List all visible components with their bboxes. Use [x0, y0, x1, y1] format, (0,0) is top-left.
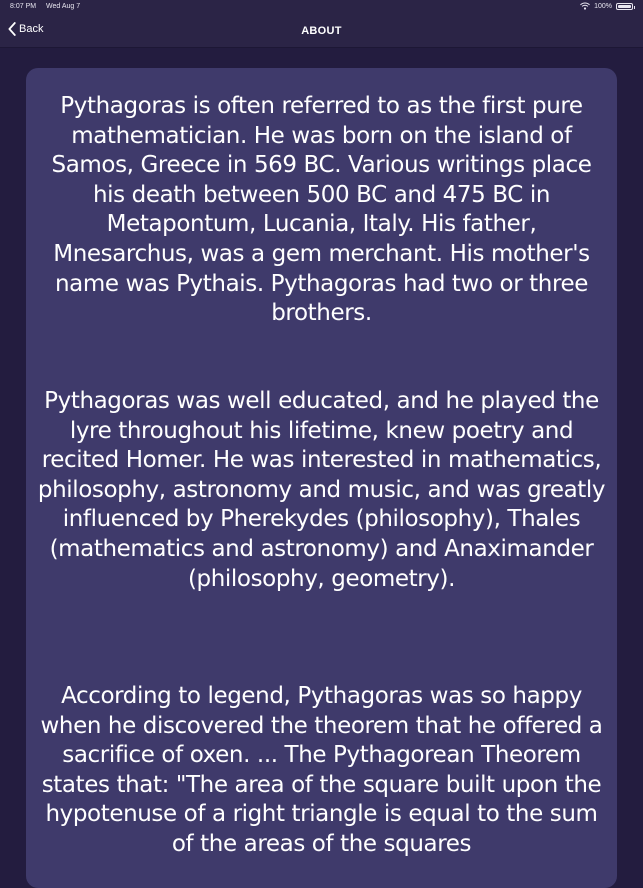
status-bar — [0, 0, 643, 14]
about-paragraph: According to legend, Pythagoras was so happy when he discovered the theorem that he offered a sacrifice of oxen. ... The Pythagorean Theorem states that: "The area of the square built upon the hypotenuse of a right triangle is equal to the sum of the areas of the squares — [40, 683, 603, 857]
status-date: Wed Aug 7 — [46, 3, 81, 10]
battery-icon — [616, 3, 633, 10]
about-paragraph: Pythagoras is often referred to as the first pure mathematician. He was born on the island of Samos, Greece in 569 BC. Various writings place his death between 500 BC and 475 BC in Metapontum, Lucania, Italy. His father, Mnesarchus, was a gem merchant. His mother's name was Pythais. Pythagoras had two or three brothers. — [51, 93, 592, 327]
about-content-card[interactable] — [26, 68, 617, 888]
about-paragraph: Pythagoras was well educated, and he played the lyre throughout his lifetime, knew poetry and recited Homer. He was interested in mathematics, philosophy, astronomy and music, and was greatly influenced by Pherekydes (philosophy), Thales (mathematics and astronomy) and Anaximander (philosophy, geometry). — [37, 388, 606, 592]
wifi-icon — [580, 2, 590, 10]
page-title: ABOUT — [301, 25, 342, 37]
back-label: Back — [19, 23, 44, 35]
navigation-bar — [0, 14, 643, 48]
status-time: 8:07 PM — [10, 3, 37, 10]
battery-percentage: 100% — [594, 2, 612, 10]
battery-level-fill — [618, 5, 631, 8]
status-indicators — [580, 2, 633, 10]
